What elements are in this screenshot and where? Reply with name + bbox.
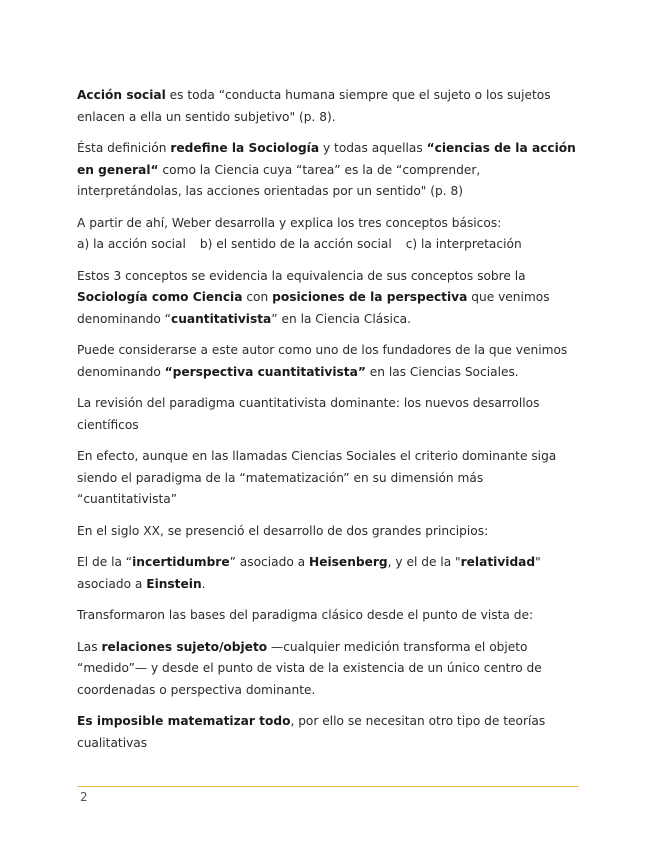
bold-text: Einstein [146,576,202,591]
paragraph-siglo-xx: En el siglo XX, se presenció el desarrollo de dos grandes principios: [77,523,489,538]
text: como la Ciencia cuya “tarea” es la de “comprender, interpretándolas, las acciones orientadas por un sentido" (p. 8) [77,162,481,198]
page-number: 2 [80,790,88,804]
text: El de la “ [77,555,133,569]
paragraph-relaciones [77,637,577,702]
text: con [242,290,273,304]
term-accion-social: Acción social [77,88,166,102]
paragraph-imposible [77,711,577,754]
concept-item: c) la interpretación [405,237,522,251]
text: , por ello se necesitan otro tipo de teorías cualitativas [77,714,546,750]
bold-text: posiciones de la perspectiva [272,290,468,304]
text: Ésta definición [77,141,171,155]
paragraph-accion-social [77,85,577,128]
concept-item: a) la acción social [77,237,186,251]
paragraph-equivalencia [77,266,577,331]
text: , y el de la " [387,555,461,569]
bold-text: Sociología como Ciencia [77,290,243,304]
bold-text: incertidumbre [132,555,230,569]
text: que venimos denominando “ [77,290,550,326]
document-body [77,85,577,764]
concept-item: b) el sentido de la acción social [199,237,392,251]
bold-text: Heisenberg [309,555,388,569]
paragraph-conceptos-intro: A partir de ahí, Weber desarrolla y explica los tres conceptos básicos: [77,215,502,230]
text: Las [77,639,102,654]
bold-text: “perspectiva cuantitativista” [164,364,366,379]
bold-text: Es imposible matematizar todo [77,714,291,728]
bold-text: relatividad [460,555,536,569]
text: ” asociado a [229,555,310,569]
paragraph-principios [77,552,577,595]
paragraph-revision: La revisión del paradigma cuantitativista dominante: los nuevos desarrollos científicos [77,396,540,432]
paragraph-conceptos-list [77,234,577,256]
bold-text: cuantitativista [170,311,272,326]
text: y todas aquellas [319,141,427,155]
text: . [201,576,206,591]
text: Puede considerarse a este autor como uno de los fundadores de la que venimos denominando [77,343,568,379]
text: ” en la Ciencia Clásica. [271,311,411,326]
bold-text: redefine la Sociología [170,141,320,155]
text: Estos 3 conceptos se evidencia la equivalencia de sus conceptos sobre la [77,268,526,283]
bold-text: relaciones sujeto/objeto [101,639,268,654]
paragraph-en-efecto: En efecto, aunque en las llamadas Ciencias Sociales el criterio dominante siga siendo el paradigma de la “matematización” en su dimensión más “cuantitativista” [77,449,557,506]
text: es toda “conducta humana siempre que el sujeto o los sujetos enlacen a ella un sentido subjetivo" (p. 8). [77,88,551,124]
text: —cualquier medición transforma el objeto “medido”— y desde el punto de vista de la existencia de un único centro de coordenadas o perspectiva dominante. [77,639,542,697]
paragraph-transformaron: Transformaron las bases del paradigma clásico desde el punto de vista de: [77,608,534,622]
text: en las Ciencias Sociales. [365,364,519,379]
paragraph-fundadores [77,340,577,383]
text: " asociado a [77,555,541,591]
footer-divider [77,786,579,787]
bold-text: “ciencias de la acción en general“ [77,141,576,177]
paragraph-definicion [77,138,577,203]
